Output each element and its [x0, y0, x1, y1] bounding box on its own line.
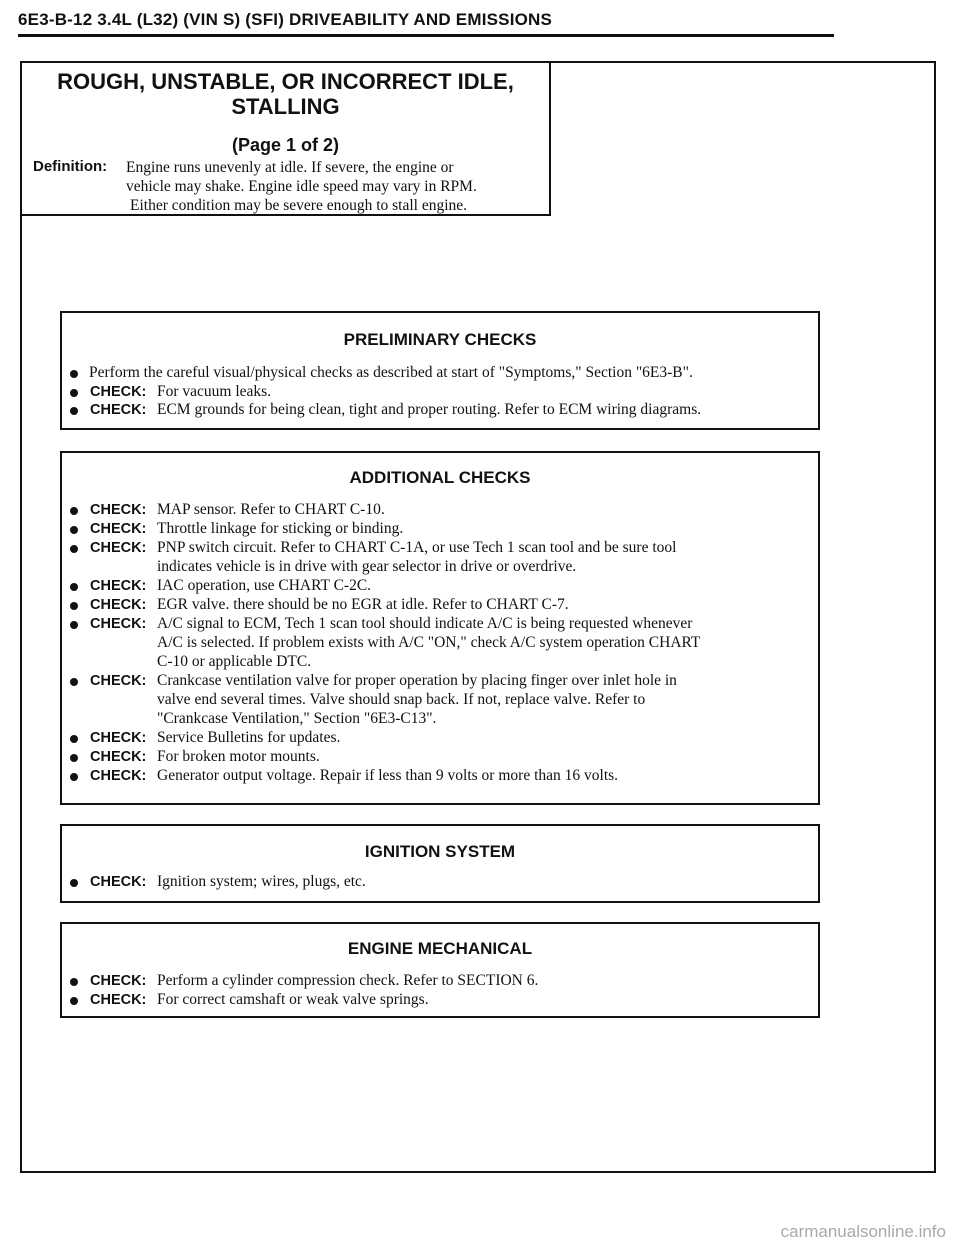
bullet-icon: [70, 407, 78, 415]
bullet-icon: [70, 773, 78, 781]
bullet-icon: [70, 583, 78, 591]
additional-checks-box: [60, 451, 820, 805]
check-label: CHECK:: [90, 402, 147, 418]
engine-mechanical-box: [60, 922, 820, 1018]
check-text-continued: C-10 or applicable DTC.: [157, 653, 312, 670]
page-header: 6E3-B-12 3.4L (L32) (VIN S) (SFI) DRIVEABILITY AND EMISSIONS: [18, 10, 553, 29]
check-text: ECM grounds for being clean, tight and proper routing. Refer to ECM wiring diagrams.: [157, 401, 702, 418]
definition-line: Engine runs unevenly at idle. If severe, the engine or: [126, 159, 454, 176]
bullet-icon: [70, 545, 78, 553]
bullet-icon: [70, 997, 78, 1005]
check-label: CHECK:: [90, 673, 147, 689]
title-box: [20, 61, 551, 216]
bullet-icon: [70, 370, 78, 378]
check-text: PNP switch circuit. Refer to CHART C-1A, or use Tech 1 scan tool and be sure tool: [157, 539, 677, 556]
check-text: Crankcase ventilation valve for proper operation by placing finger over inlet hole in: [157, 672, 677, 689]
check-text: Generator output voltage. Repair if less than 9 volts or more than 16 volts.: [157, 767, 619, 784]
bullet-icon: [70, 735, 78, 743]
watermark: carmanualsonline.info: [780, 1222, 946, 1241]
check-label: CHECK:: [90, 992, 147, 1008]
check-label: CHECK:: [90, 749, 147, 765]
check-text: Service Bulletins for updates.: [157, 729, 341, 746]
check-text: For vacuum leaks.: [157, 383, 272, 400]
bullet-icon: [70, 678, 78, 686]
check-label: CHECK:: [90, 502, 147, 518]
check-text: For broken motor mounts.: [157, 748, 320, 765]
page-title: ROUGH, UNSTABLE, OR INCORRECT IDLE,: [57, 69, 514, 94]
check-label: CHECK:: [90, 578, 147, 594]
check-label: CHECK:: [90, 384, 147, 400]
ignition-system-heading: IGNITION SYSTEM: [364, 842, 516, 861]
check-text: IAC operation, use CHART C-2C.: [157, 577, 372, 594]
check-text-continued: "Crankcase Ventilation," Section "6E3-C13".: [157, 710, 437, 727]
bullet-icon: [70, 526, 78, 534]
engine-mechanical-heading: ENGINE MECHANICAL: [347, 939, 533, 958]
preliminary-checks-heading: PRELIMINARY CHECKS: [343, 330, 537, 349]
check-text: Ignition system; wires, plugs, etc.: [157, 873, 366, 890]
additional-checks-heading: ADDITIONAL CHECKS: [349, 468, 531, 487]
bullet-icon: [70, 621, 78, 629]
check-label: CHECK:: [90, 874, 147, 890]
bullet-icon: [70, 754, 78, 762]
check-label: CHECK:: [90, 616, 147, 632]
bullet-icon: [70, 389, 78, 397]
check-text: EGR valve. there should be no EGR at idle. Refer to CHART C-7.: [157, 596, 569, 613]
page-indicator: (Page 1 of 2): [231, 135, 340, 155]
check-label: CHECK:: [90, 768, 147, 784]
check-text-continued: A/C is selected. If problem exists with A/C "ON," check A/C system operation CHART: [157, 634, 701, 651]
header-rule: [18, 34, 834, 37]
check-label: CHECK:: [90, 540, 147, 556]
check-text-continued: valve end several times. Valve should snap back. If not, replace valve. Refer to: [157, 691, 646, 708]
check-text-continued: indicates vehicle is in drive with gear selector in drive or overdrive.: [157, 558, 577, 575]
definition-line: Either condition may be severe enough to stall engine.: [130, 197, 468, 214]
definition-line: vehicle may shake. Engine idle speed may vary in RPM.: [126, 178, 477, 195]
bullet-icon: [70, 602, 78, 610]
check-text: MAP sensor. Refer to CHART C-10.: [157, 501, 385, 518]
definition-label: Definition:: [33, 158, 108, 175]
check-label: CHECK:: [90, 521, 147, 537]
bullet-icon: [70, 507, 78, 515]
check-label: CHECK:: [90, 973, 147, 989]
ignition-system-box: [60, 824, 820, 903]
check-label: CHECK:: [90, 730, 147, 746]
bullet-icon: [70, 879, 78, 887]
check-label: CHECK:: [90, 597, 147, 613]
check-text: A/C signal to ECM, Tech 1 scan tool should indicate A/C is being requested whenever: [157, 615, 693, 632]
check-text: For correct camshaft or weak valve springs.: [157, 991, 429, 1008]
bullet-icon: [70, 978, 78, 986]
page-title-continued: STALLING: [231, 94, 340, 119]
check-text: Perform a cylinder compression check. Refer to SECTION 6.: [157, 972, 539, 989]
preliminary-checks-box: [60, 311, 820, 430]
check-text: Perform the careful visual/physical checks as described at start of "Symptoms," Section "6E3-B".: [89, 364, 693, 381]
check-text: Throttle linkage for sticking or binding.: [157, 520, 404, 537]
